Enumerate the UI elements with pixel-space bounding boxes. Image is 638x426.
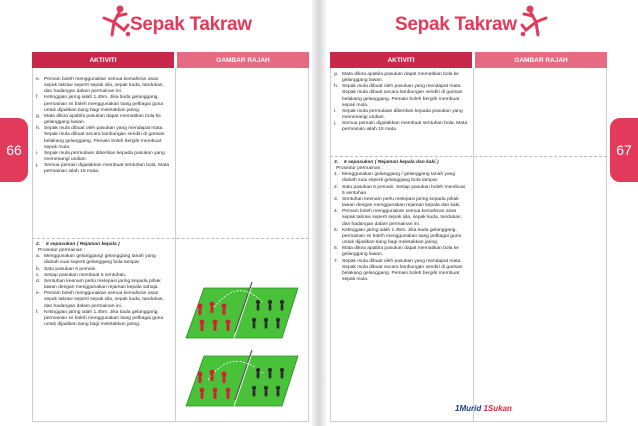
list-item: a. Menggunakan gelanggang/ gelanggang tanah yang diubah suai seperti gelanggang bola tampar.	[36, 254, 156, 266]
list-item: j. Semua pemain digalakkan membuat sentuhan bola. Mata permainan ialah 15 mata.	[334, 121, 468, 133]
book-gutter	[312, 0, 326, 426]
procedure-list-lower	[36, 242, 170, 328]
procedure-list-lower	[334, 160, 468, 283]
section-intro: Prosedur permainan :	[38, 248, 86, 254]
page-number-left: 66	[6, 142, 22, 158]
kicking-player-icon	[520, 4, 550, 38]
list-item: 5. Ketinggian jaring ialah 1.45m. Jika tiada gelanggang, permainan ini boleh menggunakan tiang pelbagai guna untuk dijadikan tiang bagi meletakkan jaring.	[334, 227, 462, 246]
list-item: d. Sentuhan keenam perlu melepasi jaring kepada pihak lawan dengan menggunakan rejaman kepala sahaja.	[36, 278, 161, 291]
list-item: b. Satu pasukan 6 pemain.	[36, 266, 97, 272]
section-heading: 3. 6 sepasukan ( Rejaman kepala dan kaki )	[334, 160, 439, 165]
list-item: e. Pemain boleh menggunakan semua kemahiran asas sepak takraw seperti sepak sila, sepak kuda, tandukan, dan hadangan dalam permainan ini.	[36, 77, 164, 95]
header-diagram: GAMBAR RAJAH	[475, 52, 607, 68]
kicking-player-icon	[100, 4, 130, 38]
page-number-right: 67	[616, 142, 632, 158]
list-item: f. Ketinggian jaring ialah 1.45m. Jika tiada gelanggang, permainan ini boleh menggunakan tiang pelbagai guna untuk dijadikan tiang bagi meletakkan jaring.	[36, 309, 164, 328]
list-item: 1. Menggunakan gelanggang / gelanggang tanah yang diubah suai seperti gelanggang bola tampar.	[334, 172, 456, 184]
section-heading: 2. 6 sepasukan ( Rejaman kepala )	[36, 242, 120, 247]
list-item: 4. Pemain boleh menggunakan semua kemahiran asas sepak takraw seperti sepak sila, sepak kuda, tandukan, dan hadangan dalam permainan ini.	[334, 209, 462, 227]
list-item: 2. Satu pasukan 6 pemain. Setiap pasukan boleh membuat 5 sentuhan.	[334, 184, 465, 196]
page-title-right: Sepak Takraw	[395, 14, 517, 35]
activity-table-right	[330, 52, 607, 422]
list-item: 3. Sentuhan keenam perlu melepasi jaring kepada pihak lawan dengan menggunakan rejaman kepala dan kaki.	[334, 196, 461, 209]
list-item: e. Pemain boleh menggunakan semua kemahiran asas sepak takraw seperti sepak sila, sepak kuda, tandukan, dan hadangan dalam permainan ini.	[36, 291, 164, 309]
court-diagram-1	[182, 282, 304, 344]
list-item: c. Setiap pasukan membuat 5 sentuhan.	[36, 272, 127, 278]
header-activity: AKTIVITI	[330, 52, 472, 68]
program-logo: 1Murid 1Sukan	[455, 404, 512, 413]
section-intro: Prosedur permainan :	[336, 166, 384, 172]
list-item: f. Ketinggian jaring ialah 1.45m. Jika tiada gelanggang, permainan ini boleh menggunakan tiang pelbagai guna untuk dijadikan tiang bagi meletakkan jaring.	[36, 95, 164, 113]
procedure-list-upper	[36, 77, 170, 176]
table-header	[330, 52, 607, 68]
list-item: h. Sepak mula dibuat oleh pasukan yang mendapat mata. Sepak mula dibuat secara lambungan sendiri di garisan belakang gelanggang. Pemain boleh bergilir membuat sepak mula.	[334, 84, 463, 108]
list-item: g. Mata dikira apabila pasukan dapat mematikan bola ke gelanggang lawan.	[36, 113, 161, 126]
header-activity: AKTIVITI	[32, 52, 174, 68]
list-item: i. Sepak mula permulaan diberikan kepada pasukan yang memenangi undian.	[36, 150, 165, 163]
header-diagram: GAMBAR RAJAH	[177, 52, 309, 68]
page-number-tab-left	[0, 118, 28, 182]
activity-table-left	[32, 52, 309, 422]
row-divider	[32, 238, 309, 239]
list-item: j. Semua pemain digalakkan membuat sentuhan bola. Mata permainan ialah 15 mata.	[36, 163, 170, 175]
list-item: 6. Mata dikira apabila pasukan dapat mematikan bola ke gelanggang lawan.	[334, 246, 459, 258]
row-divider	[330, 156, 607, 157]
court-diagram-2	[182, 350, 304, 412]
page-number-tab-right	[610, 118, 638, 182]
table-header	[32, 52, 309, 68]
list-item: g. Mata dikira apabila pasukan dapat mematikan bola ke gelanggang lawan.	[334, 72, 459, 84]
page-title-left: Sepak Takraw	[130, 14, 252, 35]
procedure-list-upper	[334, 72, 468, 134]
list-item: h. Sepak mula dibuat oleh pasukan yang mendapat mata. Sepak mula dibuat secara lambungan sendiri di garisan belakang gelanggang. Pemain boleh bergilir membuat sepak mula.	[36, 126, 165, 150]
list-item: i. Sepak mula permulaan diberikan kepada pasukan yang memenangi undian.	[334, 108, 463, 121]
list-item: 7. Sepak mula dibuat oleh pasukan yang mendapat mata. Sepak mula dibuat secara lambungan sendiri di garisan belakang gelanggang. Pemain boleh bergilir membuat sepak mula.	[334, 258, 463, 282]
